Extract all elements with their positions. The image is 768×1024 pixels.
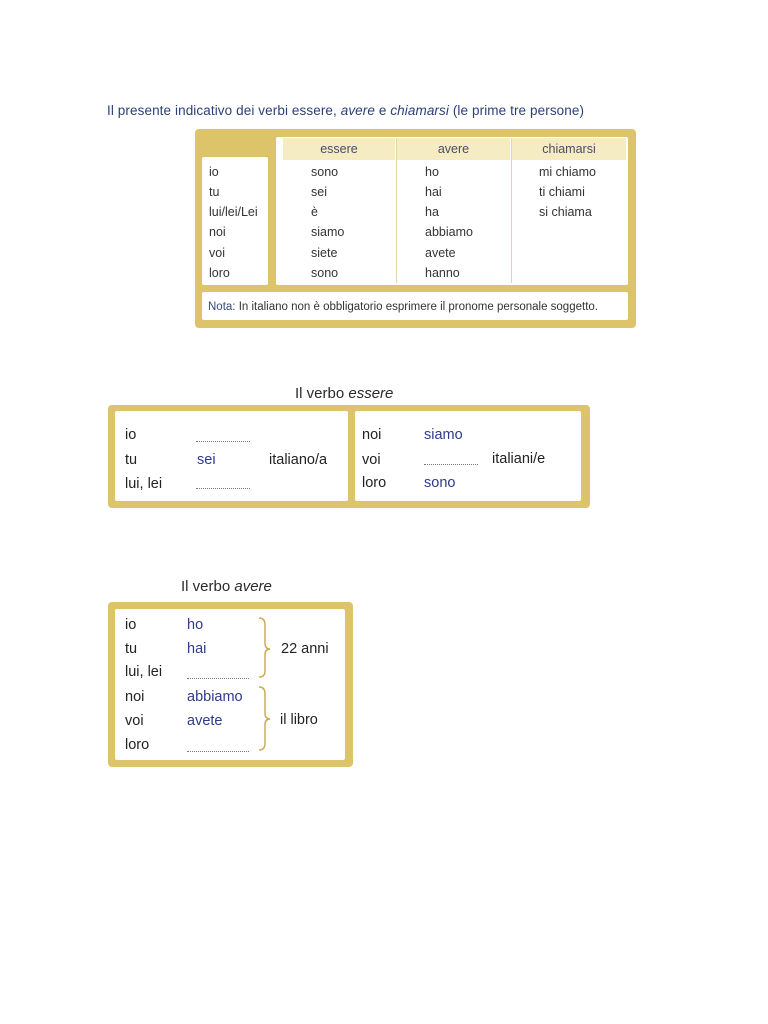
essere-cell: sono <box>311 266 339 280</box>
verb-form: sei <box>197 452 216 468</box>
avere-cell: ho <box>425 165 439 179</box>
pronoun-label: lui, lei <box>125 476 163 492</box>
pronoun-label: lui, lei <box>125 664 163 680</box>
note-text: Nota: In italiano non è obbligatorio esprimere il pronome personale soggetto. <box>208 301 598 313</box>
pronoun-label: noi <box>362 427 382 443</box>
chiamarsi-cell: ti chiami <box>539 185 585 199</box>
pronoun-cell: loro <box>209 266 230 280</box>
essere-cell: siete <box>311 246 338 260</box>
column-divider <box>511 138 512 283</box>
avere-cell: ha <box>425 205 439 219</box>
essere-cell: sono <box>311 165 339 179</box>
header-chiamarsi: chiamarsi <box>512 138 626 160</box>
avere-cell: hai <box>425 185 442 199</box>
pronoun-label: loro <box>362 475 387 491</box>
complement: italiano/a <box>269 452 328 468</box>
pronoun-label: loro <box>125 737 150 753</box>
verb-form: abbiamo <box>187 689 243 705</box>
blank-io-essere[interactable] <box>196 441 250 442</box>
pronoun-cell: voi <box>209 246 225 260</box>
pronoun-label: noi <box>125 689 145 705</box>
pronoun-label: voi <box>362 452 381 468</box>
verb-form: avete <box>187 713 223 729</box>
essere-plural-box <box>355 411 581 501</box>
essere-cell: siamo <box>311 225 345 239</box>
essere-title: Il verbo essere <box>295 385 394 402</box>
blank-loro-avere[interactable] <box>187 751 249 752</box>
note-label: Nota: <box>208 301 236 313</box>
complement: 22 anni <box>281 641 329 657</box>
pronoun-cell: tu <box>209 185 220 199</box>
pronoun-label: tu <box>125 641 138 657</box>
verb-form: sono <box>424 475 456 491</box>
verb-form: ho <box>187 617 204 633</box>
blank-voi-essere[interactable] <box>424 464 478 465</box>
pronoun-cell: noi <box>209 225 226 239</box>
complement: il libro <box>280 712 318 728</box>
pronoun-label: voi <box>125 713 144 729</box>
pronoun-cell: lui/lei/Lei <box>209 205 258 219</box>
pronoun-label: tu <box>125 452 138 468</box>
avere-cell: abbiamo <box>425 225 473 239</box>
header-avere: avere <box>397 138 510 160</box>
verb-form: hai <box>187 641 207 657</box>
pronoun-label: io <box>125 427 137 443</box>
avere-title: Il verbo avere <box>181 578 272 595</box>
complement: italiani/e <box>492 451 546 467</box>
header-essere: essere <box>283 138 395 160</box>
avere-cell: hanno <box>425 266 460 280</box>
avere-box <box>115 609 345 760</box>
column-divider <box>396 138 397 283</box>
table1-title: Il presente indicativo dei verbi essere, avere e chiamarsi (le prime tre persone) <box>107 103 585 118</box>
essere-cell: sei <box>311 185 327 199</box>
avere-cell: avete <box>425 246 456 260</box>
essere-cell: è <box>311 205 318 219</box>
blank-lui-lei-avere[interactable] <box>187 678 249 679</box>
pronoun-cell: io <box>209 165 219 179</box>
blank-lui-lei-essere[interactable] <box>196 488 250 489</box>
chiamarsi-cell: mi chiamo <box>539 165 596 179</box>
pronoun-label: io <box>125 617 137 633</box>
chiamarsi-cell: si chiama <box>539 205 592 219</box>
verb-form: siamo <box>424 427 463 443</box>
brace-icon <box>256 615 276 755</box>
